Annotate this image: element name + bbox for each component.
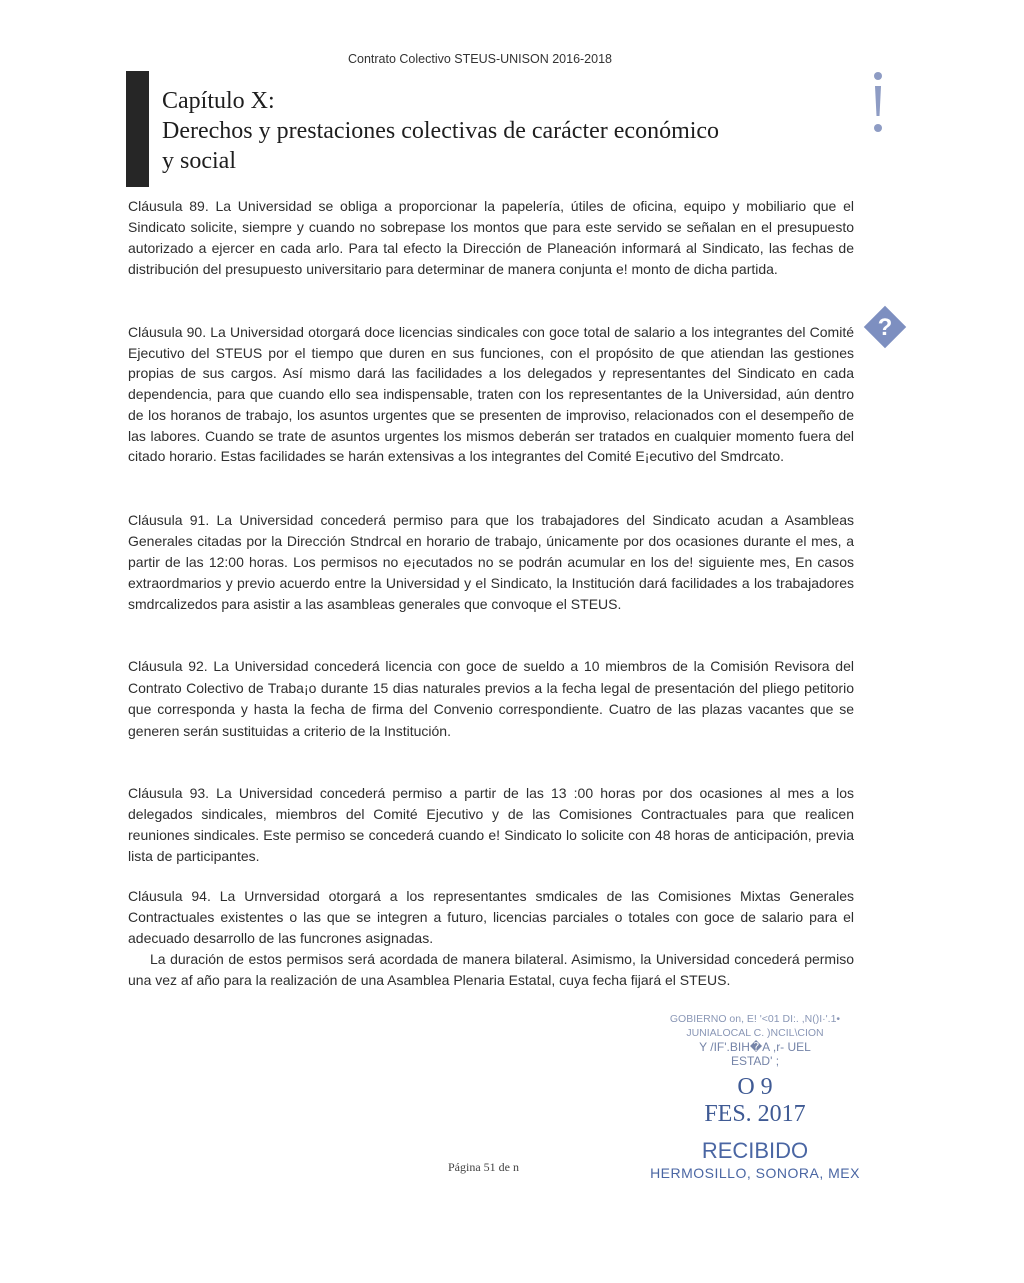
stamp-line-3: Y /IF'.BIH�A ,r- UEL (699, 1040, 811, 1054)
clause-89-text: Cláusula 89. La Universidad se obliga a proporcionar la papelería, útiles de oficina, equipo y mobiliario que el Sindicato solicite, siempre y cuando no sobrepase los montos que para este servido se señalan en el presupuesto autorizado a ejercer en cada arlo. Para tal efecto la Dirección de Planeación informará al Sindicato, las fechas de distribución del presupuesto universitario para determinar de manera conjunta e! monto de dicha partida. (128, 198, 854, 277)
page-number: Página 51 de n (448, 1160, 519, 1174)
stamp-line-1: GOBIERNO on, E! '<01 DI:. ,N()I·'.1• (669, 1013, 841, 1025)
chapter-title-line-3: y social (162, 148, 236, 174)
reception-stamp (620, 1012, 890, 1182)
clause-90 (128, 322, 854, 467)
clause-93 (128, 783, 854, 867)
exclamation-icon (868, 70, 888, 134)
clause-89 (128, 196, 854, 280)
chapter-title-line-1: Capítulo X: (162, 88, 275, 114)
stamp-month-year: FES. 2017 (704, 1101, 806, 1127)
clause-92-text: Cláusula 92. La Universidad concederá licencia con goce de sueldo a 10 miembros de la Comisión Revisora del Contrato Colectivo de Traba¡o durante 15 dias naturales previos a la fecha legal de presentación del pliego petitorio que corresponda y hasta la fecha de firma del Convenio correspondiente. Cuatro de las plazas vacantes que se generen serán sustituidas a criterio de la Institución. (128, 658, 854, 739)
clause-94-text-2: La duración de estos permisos será acordada de manera bilateral. Asimismo, la Universidad concederá permiso una vez af año para la realización de una Asamblea Plenaria Estatal, cuya fecha fijará el STEUS. (128, 951, 854, 988)
clause-93-text: Cláusula 93. La Universidad concederá permiso a partir de las 13 :00 horas por dos ocasiones al mes a los delegados sindicales, miembros del Comité Ejecutivo y de las Comisiones Contractuales para que realicen reuniones sindicales. Este permiso se concederá cuando e! Sindicato lo solicite con 48 horas de anticipación, previa lista de participantes. (128, 785, 854, 864)
stamp-city: HERMOSILLO, SONORA, MEX (650, 1165, 860, 1181)
chapter-bar (126, 71, 149, 187)
stamp-received: RECIBIDO (701, 1138, 809, 1163)
clause-91-text: Cláusula 91. La Universidad concederá permiso para que los trabajadores del Sindicato acudan a Asambleas Generales citadas por la Dirección Stndrcal en horario de trabajo, únicamente por dos ocasiones durante el mes, a partir de las 12:00 horas. Los permisos no e¡ecutados no se podrán acumular en los de! siguiente mes, En casos extraordmarios y previo acuerdo entre la Universidad y el Sindicato, la Institución dará facilidades a los trabajadores smdrcalizedos para asistir a las asambleas generales que convoque el STEUS. (128, 512, 854, 612)
stamp-line-2: JUNIALOCAL C. )NCIL\CION (686, 1027, 824, 1039)
clause-94-text: Cláusula 94. La Urnversidad otorgará a los representantes smdicales de las Comisiones Mixtas Generales Contractuales existentes o las que se integren a futuro, licencias parciales o totales con goce de salario para el adecuado desarrollo de las funcrones asignadas. (128, 888, 854, 946)
chapter-title-line-2: Derechos y prestaciones colectivas de carácter económico (162, 118, 720, 144)
chapter-title (162, 86, 842, 176)
clause-92 (128, 656, 854, 742)
question-icon[interactable] (860, 302, 910, 352)
clause-94 (128, 886, 854, 991)
clause-90-text: Cláusula 90. La Universidad otorgará doce licencias sindicales con goce total de salario a los integrantes del Comité Ejecutivo del STEUS por el tiempo que duren en sus funciones, con el propósito de que atiendan las gestiones propias de sus cargos. Así mismo dará las facilidades a los delegados y representantes del Sindicato en cada dependencia, para que cuando ello sea indispensable, traten con los representantes de la Universidad, aún dentro de los horanos de trabajo, los asuntos urgentes que se presenten de improviso, relacionados con el desempeño de las labores. Cuando se trate de asuntos urgentes los mismos deberán ser tratados en cualquier momento fuera del citado horario. Estas facilidades se harán extensivas a los integrantes del Comité E¡ecutivo del Smdrcato. (128, 324, 854, 465)
stamp-day: O 9 (737, 1074, 773, 1100)
page-header: Contrato Colectivo STEUS-UNISON 2016-2018 (347, 52, 612, 66)
clause-91 (128, 510, 854, 615)
svg-text:?: ? (877, 314, 893, 341)
stamp-line-4: ESTAD' ; (730, 1054, 780, 1068)
